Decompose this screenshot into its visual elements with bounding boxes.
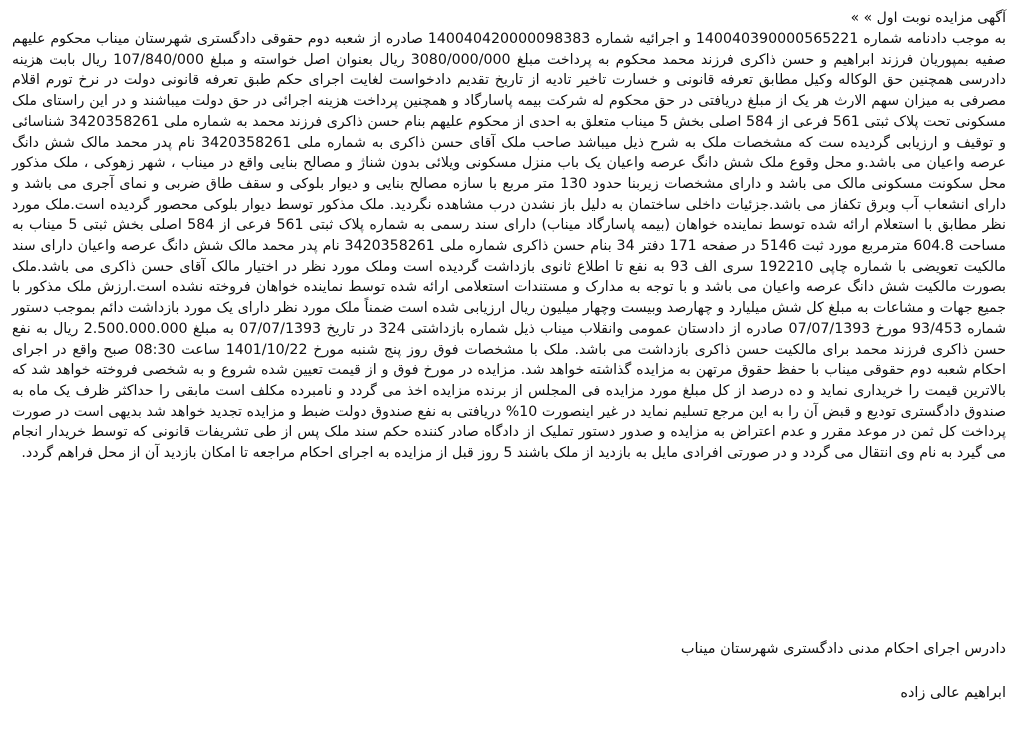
notice-title: آگهی مزایده نوبت اول » »: [850, 10, 1006, 26]
notice-body-text: به موجب دادنامه شماره 140040390000565221 و اجرائیه شماره 140040420000098383 صادره از شعبه دوم حقوقی دادگستری شهرستان میناب محکوم علیهم صفیه بمپوریان فرزند ابراهیم و حسن ذاکری فرزند محمد محکوم به پرداخت مبلغ 3080/000/000 ریال بعنوان اصل خواسته و مبلغ 107/840/000 ریال بابت هزینه دادرسی همچنین حق الوکاله وکیل مطابق تعرفه قانونی و خسارت تاخیر تادیه از تاریخ تقدیم دادخواست لغایت اجرای حکم طبق تعرفه قانونی دولت در نرخ تورم اقلام مصرفی به میزان سهم الارث هر یک از مبلغ دریافتی در حق محکوم له شرکت بیمه پاسارگاد و همچنین پرداخت هزینه اجرائی در حق دولت میباشند و در این راستای ملک مسکونی تحت پلاک ثبتی 561 فرعی از 584 اصلی بخش 5 میناب متعلق به احدی از محکوم علیهم بنام حسن ذاکری فرزند محمد به شماره ملی 3420358261 شناسائی و توقیف و ارزیابی گردیده ست که مشخصات ملک به شرح ذیل میباشد صاحب ملک آقای حسن ذاکری به شماره ملی 3420358261 نام پدر محمد مالک شش دانگ عرصه واعیان می باشد.و محل وقوع ملک شش دانگ عرصه واعیان یک باب منزل مسکونی ویلائی بدون شناژ و مصالح بنایی واقع در میناب ، شهر زهوکی ، ملک مذکور محل سکونت مسکونی مالک می باشد و دارای مشخصات زیربنا حدود 130 متر مربع با سازه مصالح بنایی و دیوار بلوکی و سقف طاق ضربی و نمای آجری می باشد و دارای انشعاب آب وبرق تکفاز می باشد.جزئیات داخلی ساختمان به دلیل باز نشدن درب مشاهده نگردید. ملک مذکور توسط دیوار بلوکی محصور گردیده است.ملک مورد نظر مطابق با استعلام ارائه شده توسط نماینده خواهان (بیمه پاسارگاد میناب) دارای سند رسمی به شماره پلاک ثبتی 561 فرعی از 584 اصلی بخش ثبتی 5 میناب به مساحت 604.8 مترمربع مورد ثبت 5146 در صفحه 171 دفتر 34 بنام حسن ذاکری شماره ملی 3420358261 نام پدر محمد مالک شش دانگ عرصه واعیان دارای سند مالکیت تعویضی با شماره چاپی 192210 سری الف 93 به نفع تا اطلاع ثانوی بازداشت گردیده است وملک مورد نظر در اختیار مالک آقای حسن ذاکری می باشد.ملک بصورت مالکیت شش دانگ عرصه واعیان می باشد و با توجه به مدارک و مستندات استعلامی ارائه شده توسط نماینده خواهان فروخته نشده است.ارزش ملک مذکور با جمیع جهات و مشاعات به مبلغ کل شش میلیارد و چهارصد وبیست وچهار میلیون ریال ارزیابی شده است ضمناً ملک مورد نظر دارای یک مورد بازداشت دائم بموجب دستور شماره 93/453 مورخ 07/07/1393 صادره از دادستان عمومی وانقلاب میناب ذیل شماره بازداشتی 324 در تاریخ 07/07/1393 به مبلغ 2.500.000.000 ریال به نفع حسن ذاکری فرزند محمد برای مالکیت حسن ذاکری بازداشت می باشد. ملک با مشخصات فوق روز پنج شنبه مورخ 1401/10/22 ساعت 08:30 صبح واقع در اجرای احکام شعبه دوم حقوقی میناب با حفظ حقوق مرتهن به مزایده گذاشته خواهد شد. مزایده در مورخ فوق و از قیمت تعیین شده شروع و به شخصی فروخته خواهد شد که بالاترین قیمت را خریداری نماید و ده درصد از کل مبلغ مورد مزایده فی المجلس از برنده مزایده اخذ می گردد و نامبرده مکلف است مابقی را حداکثر ظرف یک ماه به صندوق دادگستری تودیع و قبض آن را به این مرجع تسلیم نماید در غیر اینصورت 10% دریافتی به نفع صندوق دولت ضبط و مزایده تجدید خواهد شد بدیهی است در صورت پرداخت کل ثمن در موعد مقرر و عدم اعتراض به مزایده و صدور دستور تملیک از دادگاه صادر کننده حکم سند ملک پس از طی تشریفات قانونی که توسط خریدار انجام می گیرد به نام وی انتقال می گردد و در صورتی افرادی مایل به بازدید از ملک باشند 5 روز قبل از مزایده به اجرای احکام مراجعه تا امکان بازدید آن از محل فراهم گردد.: [12, 31, 1006, 462]
signature-office: دادرس اجرای احکام مدنی دادگستری شهرستان میناب: [680, 641, 1006, 657]
signature-name: ابراهیم عالی زاده: [900, 685, 1006, 701]
signature-block: [12, 639, 1006, 703]
